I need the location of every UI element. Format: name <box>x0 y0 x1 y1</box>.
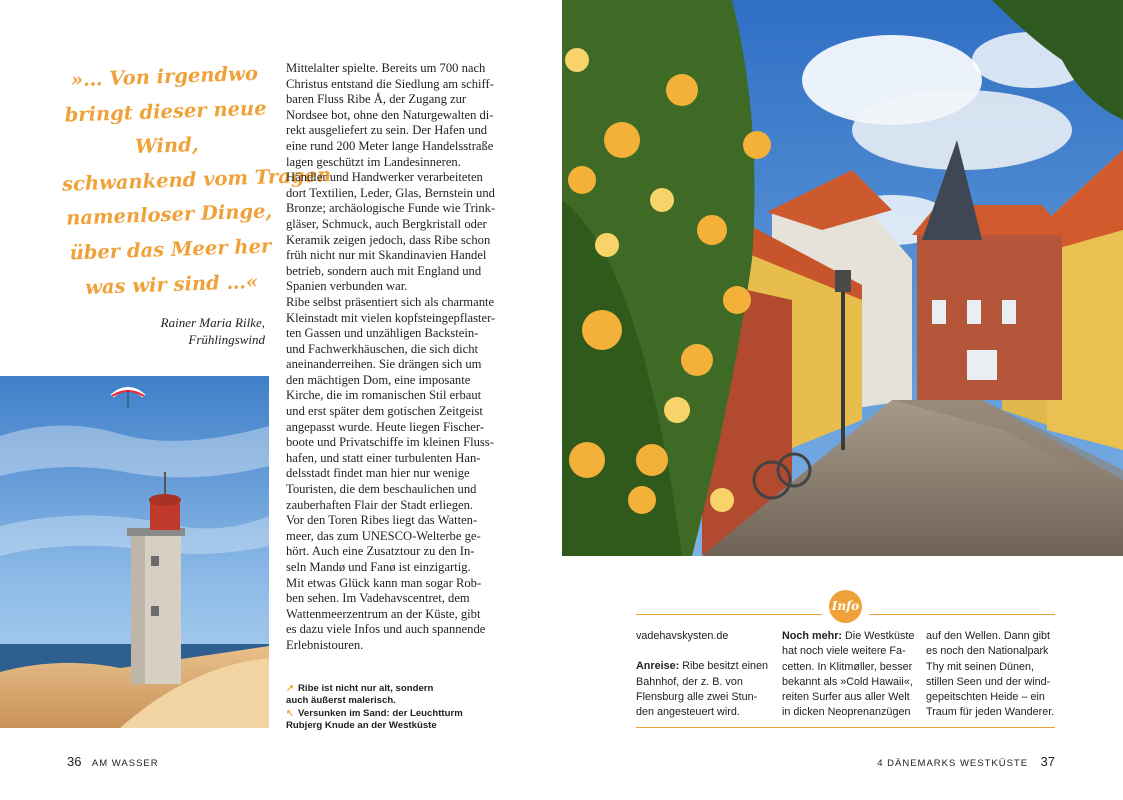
body-line: hafen, und statt einer turbulenten Han- <box>286 450 481 465</box>
body-line: hört. Auch eine Zusatztour zu den In- <box>286 544 475 559</box>
body-line: boote und Privatschiffe im kleinen Fluss- <box>286 435 494 450</box>
author-work: Frühlingswind <box>188 332 265 347</box>
body-line: Mittelalter spielte. Bereits um 700 nach <box>286 61 486 75</box>
street-image <box>562 0 1123 556</box>
info-text: Die Westküste <box>842 630 915 642</box>
body-line: Nordsee bot, ohne den Naturgewalten di- <box>286 107 494 122</box>
caption-2-cont <box>286 720 486 732</box>
body-line: aneinanderreihen. Sie drängen sich um <box>286 357 482 372</box>
pull-quote <box>58 56 332 305</box>
body-line: eine rund 200 Meter lange Handelsstraße <box>286 138 494 153</box>
arrow-up-right-icon: ↗ <box>286 683 295 694</box>
quote-line: was wir sind …« <box>84 269 259 299</box>
body-line: betrieb, sondern auch mit England und <box>286 263 482 278</box>
caption-1-cont <box>286 695 486 707</box>
info-line: stillen Seen und der wind- <box>926 675 1051 688</box>
body-line: Vor den Toren Ribes liegt das Watten- <box>286 513 478 528</box>
lighthouse-image <box>0 376 269 728</box>
body-text <box>286 61 496 654</box>
arrow-up-left-icon: ↖ <box>286 707 295 719</box>
body-line: früh nicht nur mit Skandinavien Handel <box>286 248 487 263</box>
body-line: seln Mandø und Fanø ist einzigartig. <box>286 560 471 574</box>
body-line: delsstadt findet man hier nur wenige <box>286 466 470 481</box>
photo-captions <box>286 683 486 732</box>
quote-line: schwankend vom Tragen <box>61 163 332 196</box>
body-line: Bronze; archäologische Funde wie Trink- <box>286 201 496 216</box>
footer-right <box>877 753 1055 771</box>
info-line: Thy mit seinen Dünen, <box>926 660 1035 673</box>
info-heading-noch-mehr: Noch mehr: <box>782 630 842 642</box>
body-line: ten Gassen und unzähligen Backstein- <box>286 326 479 341</box>
info-line <box>636 659 768 674</box>
info-line: hat noch viele weitere Fa- <box>782 645 906 658</box>
body-line: Wattenmeerzentrum an der Küste, gibt <box>286 606 481 621</box>
caption-text: Rubjerg Knude an der Westküste <box>286 719 437 731</box>
caption-2 <box>286 708 486 720</box>
body-line: Ribe selbst präsentiert sich als charmante <box>286 294 495 309</box>
body-line: Kleinstadt mit vielen kopfsteingepflaster- <box>286 310 496 325</box>
quote-line: Wind, <box>134 133 199 159</box>
section-title-left: AM WASSER <box>91 758 159 769</box>
body-line: Keramik zeigen jedoch, dass Ribe schon <box>286 232 491 247</box>
info-line: auf den Wellen. Dann gibt <box>926 630 1051 642</box>
page-number-left: 36 <box>67 754 82 769</box>
info-line: Flensburg alle zwei Stun- <box>636 690 758 703</box>
body-line: und erst später dem gotischen Zeitgeist <box>286 404 483 419</box>
info-line: Bahnhof, der z. B. von <box>636 675 743 688</box>
caption-text: Versunken im Sand: der Leuchtturm <box>298 707 463 719</box>
body-line: Touristen, die dem beschaulichen und <box>286 482 477 497</box>
info-line: gepeitschten Heide – ein <box>926 691 1045 704</box>
body-line: Christus entstand die Siedlung am schiff- <box>286 76 494 91</box>
author-name: Rainer Maria Rilke, <box>160 315 265 330</box>
body-line: lagen geschützt im Landesinneren. <box>286 154 461 169</box>
info-website-link[interactable]: vadehavskysten.de <box>636 630 729 642</box>
info-line: in dicken Neoprenanzügen <box>782 706 911 719</box>
info-column-2 <box>782 629 914 721</box>
body-line: dort Textilien, Leder, Glas, Bernstein und <box>286 185 495 200</box>
footer-left <box>67 753 159 771</box>
body-line: Mit etwas Glück kann man sogar Rob- <box>286 575 482 590</box>
body-line: Kirche, die im romanischen Stil erbaut <box>286 388 482 403</box>
info-divider-left <box>636 614 822 615</box>
body-line: baren Fluss Ribe Å, der Zugang zur <box>286 92 467 107</box>
info-divider-right <box>869 614 1055 615</box>
page-number-right: 37 <box>1040 754 1055 769</box>
body-line: und Fachwerkhäuschen, die sich dicht <box>286 341 478 356</box>
body-line: Händler und Handwerker verarbeiteten <box>286 170 483 185</box>
info-text: Ribe besitzt einen <box>679 660 769 673</box>
info-line: Traum für jeden Wanderer. <box>926 706 1055 719</box>
body-line: Spanien verbunden war. <box>286 279 408 294</box>
lighthouse-photo <box>0 376 269 728</box>
section-title-right: 4 DÄNEMARKS WESTKÜSTE <box>877 758 1029 769</box>
quote-line: »… Von irgendwo <box>70 61 259 92</box>
info-column-3 <box>926 629 1054 721</box>
quote-line: namenloser Dinge, <box>65 199 273 230</box>
quote-line: bringt dieser neue <box>64 96 267 127</box>
info-line: cetten. In Klitmøller, besser <box>782 660 913 673</box>
quote-line: über das Meer her <box>69 234 272 265</box>
info-column-1 <box>636 629 768 720</box>
info-divider-bottom <box>636 727 1055 728</box>
quote-author <box>161 314 265 348</box>
body-line: es dazu viele Infos und auch spannende <box>286 622 486 637</box>
body-line: meer, das zum UNESCO-Welterbe ge- <box>286 528 481 543</box>
body-line: rekt ausgeliefert zu sein. Der Hafen und <box>286 123 488 138</box>
body-line: zauberhaften Flair der Stadt erliegen. <box>286 497 474 512</box>
body-line: gläser, Schmuck, auch Bergkristall oder <box>286 216 487 231</box>
body-line: ben sehen. Im Vadehavscentret, dem <box>286 591 470 606</box>
caption-text: Ribe ist nicht nur alt, sondern <box>298 683 434 694</box>
body-line: angepasst wurde. Heute liegen Fischer- <box>286 419 485 434</box>
caption-text: auch äußerst malerisch. <box>286 695 396 707</box>
info-line: den angesteuert wird. <box>636 706 740 719</box>
body-line: Erlebnistouren. <box>286 637 364 652</box>
info-line <box>782 629 914 644</box>
caption-1 <box>286 683 486 695</box>
info-line: reiten Surfer aus aller Welt <box>782 691 910 704</box>
info-line: bekannt als »Cold Hawaii«, <box>782 675 913 688</box>
body-line: den mächtigen Dom, eine imposante <box>286 372 471 387</box>
ribe-street-photo <box>562 0 1123 556</box>
info-badge: Info <box>829 590 862 623</box>
info-heading-anreise: Anreise: <box>636 660 680 673</box>
info-line: es noch den Nationalpark <box>926 645 1049 658</box>
